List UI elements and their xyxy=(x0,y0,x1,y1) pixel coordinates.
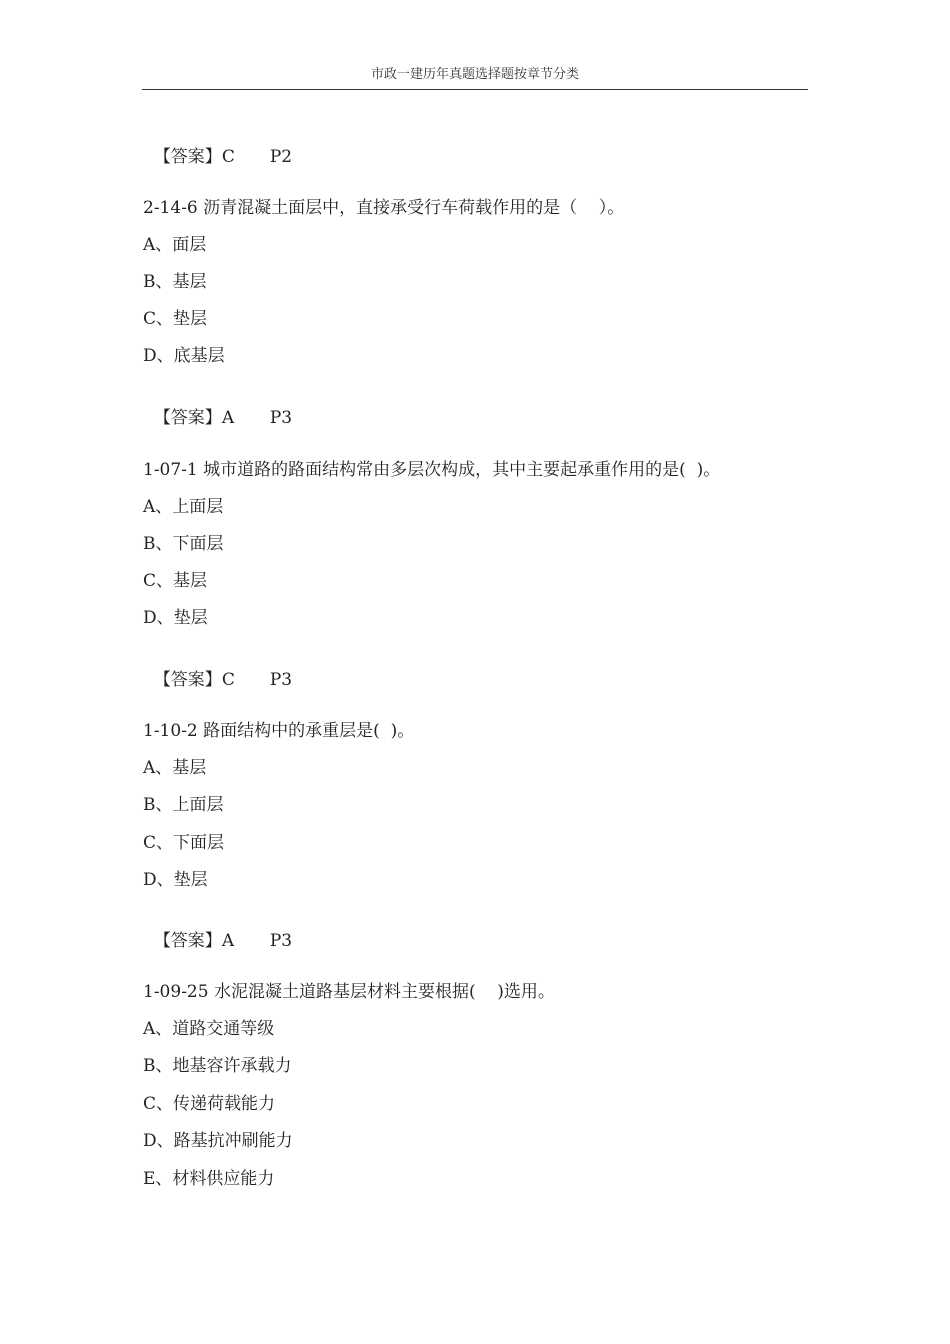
option-d: D、底基层 xyxy=(143,346,225,366)
option-a: A、基层 xyxy=(143,758,207,778)
answer-choice: C xyxy=(221,147,235,167)
option-b: B、基层 xyxy=(143,272,207,292)
option-c: C、传递荷载能力 xyxy=(143,1094,276,1114)
question-stem: 1-07-1 城市道路的路面结构常由多层次构成，其中主要起承重作用的是( )。 xyxy=(143,460,721,480)
option-c: C、基层 xyxy=(143,571,208,591)
answer-line xyxy=(143,121,292,169)
option-d: D、垫层 xyxy=(143,870,208,890)
answer-label: 【答案】 xyxy=(153,147,222,167)
option-b: B、地基容许承载力 xyxy=(143,1056,292,1076)
option-a: A、道路交通等级 xyxy=(143,1019,275,1039)
answer-page: P2 xyxy=(269,147,293,167)
question-stem: 1-09-25 水泥混凝土道路基层材料主要根据( )选用。 xyxy=(143,982,555,1002)
option-b: B、下面层 xyxy=(143,534,224,554)
option-a: A、上面层 xyxy=(143,497,224,517)
answer-page: P3 xyxy=(269,931,293,951)
question-stem: 1-10-2 路面结构中的承重层是( )。 xyxy=(143,721,415,741)
header-title: 市政一建历年真题选择题按章节分类 xyxy=(370,67,579,82)
option-a: A、面层 xyxy=(143,235,207,255)
option-d: D、垫层 xyxy=(143,608,208,628)
page-header xyxy=(142,64,808,90)
answer-choice: A xyxy=(221,408,235,428)
answer-choice: A xyxy=(221,931,235,951)
answer-label: 【答案】 xyxy=(153,670,222,690)
answer-label: 【答案】 xyxy=(153,931,222,951)
answer-label: 【答案】 xyxy=(153,408,222,428)
question-stem: 2-14-6 沥青混凝土面层中，直接承受行车荷载作用的是（ ）。 xyxy=(143,198,625,218)
answer-choice: C xyxy=(221,670,235,690)
option-e: E、材料供应能力 xyxy=(143,1169,275,1189)
answer-line xyxy=(143,644,292,692)
option-b: B、上面层 xyxy=(143,795,224,815)
option-c: C、垫层 xyxy=(143,309,208,329)
answer-page: P3 xyxy=(269,670,293,690)
answer-line xyxy=(143,905,292,953)
option-d: D、路基抗冲刷能力 xyxy=(143,1131,293,1151)
answer-line xyxy=(143,382,292,430)
option-c: C、下面层 xyxy=(143,833,225,853)
answer-page: P3 xyxy=(269,408,293,428)
